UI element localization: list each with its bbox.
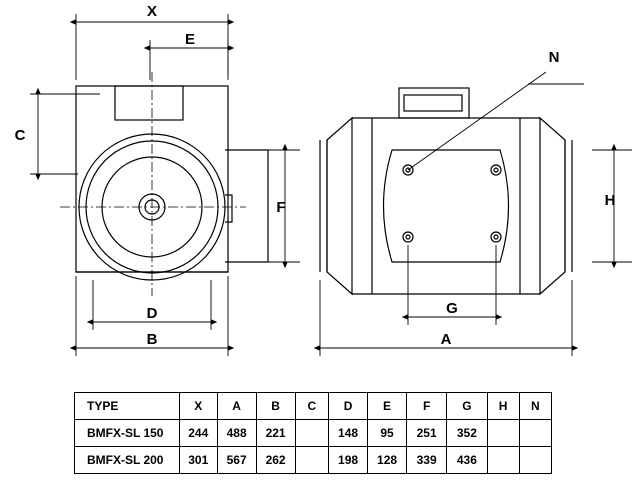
table-header-c: C <box>295 393 328 420</box>
dimension-label-b: B <box>146 331 158 348</box>
table-header-x: X <box>179 393 217 420</box>
table-cell-g: 352 <box>447 420 487 447</box>
table-header-n: N <box>519 393 551 420</box>
table-cell-n <box>519 447 551 474</box>
dimension-label-n: N <box>548 49 560 66</box>
table-cell-e: 95 <box>368 420 407 447</box>
front-view-dimensions <box>30 14 300 356</box>
side-view-dimensions <box>320 150 632 356</box>
table-cell-type: BMFX-SL 200 <box>75 447 180 474</box>
table-cell-f: 251 <box>407 420 447 447</box>
table-row <box>75 447 552 474</box>
front-view-centerlines <box>60 72 246 296</box>
table-cell-d: 148 <box>329 420 368 447</box>
dimension-label-e: E <box>184 31 196 48</box>
table-header-g: G <box>447 393 487 420</box>
table-header-type: TYPE <box>75 393 180 420</box>
table-header-row <box>75 393 552 420</box>
specification-table <box>74 392 552 474</box>
dimension-label-h: H <box>604 192 616 209</box>
table-header-a: A <box>217 393 256 420</box>
table-header-b: B <box>256 393 295 420</box>
callout-leader-n <box>408 72 584 170</box>
dimension-label-f: F <box>276 199 286 216</box>
table-cell-e: 128 <box>368 447 407 474</box>
table-cell-b: 221 <box>256 420 295 447</box>
table-cell-f: 339 <box>407 447 447 474</box>
table-cell-g: 436 <box>447 447 487 474</box>
dimension-label-x: X <box>146 3 158 20</box>
front-view-group <box>76 86 268 280</box>
table-cell-a: 567 <box>217 447 256 474</box>
dimension-label-d: D <box>146 305 158 322</box>
table-header-e: E <box>368 393 407 420</box>
side-view-group <box>320 88 572 294</box>
table-row <box>75 420 552 447</box>
table-cell-d: 198 <box>329 447 368 474</box>
dimension-label-g: G <box>446 300 458 317</box>
dimension-label-c: C <box>14 127 26 144</box>
table-cell-c <box>295 447 328 474</box>
table-cell-x: 301 <box>179 447 217 474</box>
table-header-d: D <box>329 393 368 420</box>
table-cell-a: 488 <box>217 420 256 447</box>
table-cell-c <box>295 420 328 447</box>
table-cell-b: 262 <box>256 447 295 474</box>
table-cell-h <box>487 420 519 447</box>
dimension-label-a: A <box>440 331 452 348</box>
table-cell-x: 244 <box>179 420 217 447</box>
table-cell-h <box>487 447 519 474</box>
table-header-h: H <box>487 393 519 420</box>
table-header-f: F <box>407 393 447 420</box>
table-cell-type: BMFX-SL 150 <box>75 420 180 447</box>
table-cell-n <box>519 420 551 447</box>
